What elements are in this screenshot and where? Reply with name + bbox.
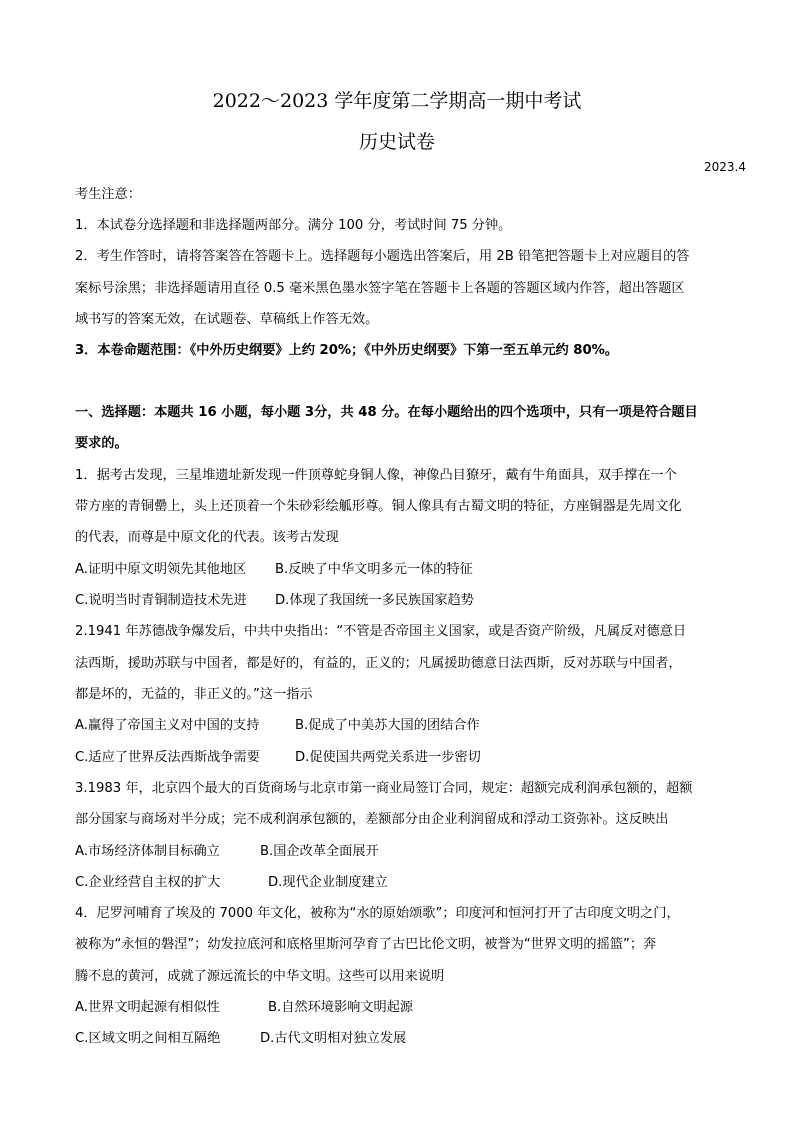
exam-title: 2022～2023 学年度第二学期高一期中考试 — [212, 90, 582, 112]
notice-item-2-line-2: 案标号涂黑；非选择题请用直径 0.5 毫米黑色墨水签字笔在答题卡上各题的答题区域内作答，超出答题区 — [75, 281, 685, 296]
exam-subtitle: 历史试卷 — [358, 131, 435, 153]
question-2-option-d: D.促使国共两党关系进一步密切 — [295, 750, 481, 765]
question-2-line-1: 2.1941 年苏德战争爆发后，中共中央指出：“不管是否帝国主义国家，或是否资产阶级，凡属反对德意日 — [75, 624, 687, 639]
section-heading-line-2: 要求的。 — [75, 436, 128, 451]
notice-item-2-line-1: 2．考生作答时，请将答案答在答题卡上。选择题每小题选出答案后，用 2B 铅笔把答题卡上对应题目的答 — [75, 249, 690, 264]
question-1-option-d: D.体现了我国统一多民族国家趋势 — [275, 593, 474, 608]
notice-item-3: 3．本卷命题范围：《中外历史纲要》上约 20%；《中外历史纲要》下第一至五单元约 80%。 — [75, 343, 619, 358]
exam-date: 2023.4 — [704, 160, 746, 174]
section-heading-line-1: 一、选择题：本题共 16 小题，每小题 3分，共 48 分。在每小题给出的四个选项中，只有一项是符合题目 — [75, 405, 698, 420]
question-4-line-1: 4．尼罗河哺育了埃及的 7000 年文化，被称为“水的原始颂歌”；印度河和恒河打开了古印度文明之门， — [75, 906, 680, 921]
question-1-option-a: A.证明中原文明领先其他地区 — [75, 562, 247, 577]
question-2-line-3: 都是坏的，无益的，非正义的。”这一指示 — [75, 687, 313, 702]
question-2-line-2: 法西斯，援助苏联与中国者，都是好的，有益的，正义的；凡属援助德意日法西斯，反对苏联与中国者， — [75, 656, 682, 671]
question-4-option-c: C.区域文明之间相互隔绝 — [75, 1031, 221, 1046]
question-4-line-2: 被称为“永恒的磐涅”；幼发拉底河和底格里斯河孕育了古巴比伦文明，被誉为“世界文明的摇篮”；奔 — [75, 937, 657, 952]
notice-item-1: 1．本试卷分选择题和非选择题两部分。满分 100 分，考试时间 75 分钟。 — [75, 218, 512, 233]
question-2-option-b: B.促成了中美苏大国的团结合作 — [295, 718, 480, 733]
question-1-option-c: C.说明当时青铜制造技术先进 — [75, 593, 247, 608]
notice-item-2-line-3: 域书写的答案无效，在试题卷、草稿纸上作答无效。 — [75, 312, 379, 327]
question-4-option-b: B.自然环境影响文明起源 — [268, 1000, 414, 1015]
question-2-option-a: A.赢得了帝国主义对中国的支持 — [75, 718, 260, 733]
question-2-option-c: C.适应了世界反法西斯战争需要 — [75, 750, 260, 765]
question-1-option-b: B.反映了中华文明多元一体的特征 — [275, 562, 473, 577]
notice-heading: 考生注意： — [75, 187, 141, 202]
question-3-option-b: B.国企改革全面展开 — [260, 844, 379, 859]
question-3-option-c: C.企业经营自主权的扩大 — [75, 875, 221, 890]
question-1-line-3: 的代表，而尊是中原文化的代表。该考古发现 — [75, 530, 339, 545]
question-4-option-a: A.世界文明起源有相似性 — [75, 1000, 220, 1015]
question-3-option-d: D.现代企业制度建立 — [268, 875, 388, 890]
question-4-line-3: 腾不息的黄河，成就了源远流长的中华文明。这些可以用来说明 — [75, 969, 445, 984]
question-1-line-1: 1．据考古发现，三星堆遗址新发现一件顶尊蛇身铜人像，神像凸目獠牙，戴有牛角面具，双手撑在一个 — [75, 468, 677, 483]
question-1-line-2: 带方座的青铜罍上，头上还顶着一个朱砂彩绘觚形尊。铜人像具有古蜀文明的特征，方座铜器是先周文化 — [75, 499, 682, 514]
question-3-line-1: 3.1983 年，北京四个最大的百货商场与北京市第一商业局签订合同，规定：超额完成利润承包额的，超额 — [75, 781, 693, 796]
question-3-option-a: A.市场经济体制目标确立 — [75, 844, 220, 859]
question-4-option-d: D.古代文明相对独立发展 — [260, 1031, 407, 1046]
question-3-line-2: 部分国家与商场对半分成；完不成利润承包额的，差额部分由企业利润留成和浮动工资弥补。这反映出 — [75, 812, 669, 827]
